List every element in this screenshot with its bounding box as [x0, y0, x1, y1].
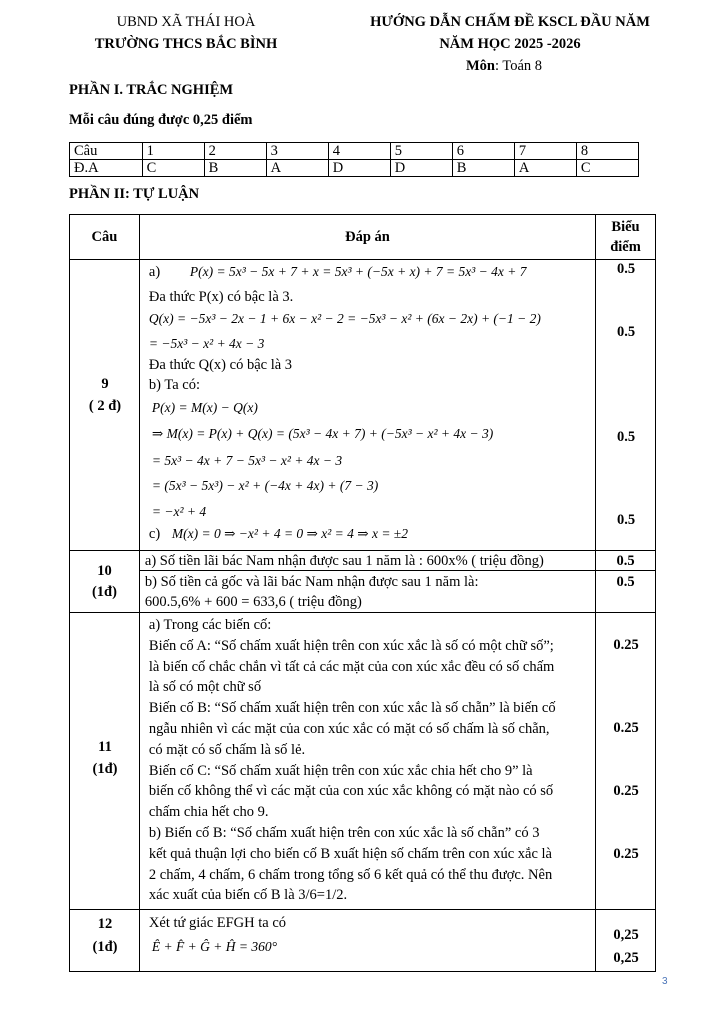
q9-q-degree: Đa thức Q(x) có bậc là 3	[148, 357, 293, 373]
q9-score-cell	[596, 260, 656, 551]
mc-answer: C	[576, 160, 638, 177]
q10-label-cell	[70, 551, 140, 613]
part1-title: PHẦN I. TRẮC NGHIỆM	[69, 82, 234, 98]
q11-line: Biến cố B: “Số chấm xuất hiện trên con xúc xắc là số chẵn” là biến cố	[148, 700, 556, 717]
school-name: TRƯỜNG THCS BẮC BÌNH	[94, 36, 278, 52]
essay-answer-table	[69, 214, 656, 972]
mc-question: 2	[204, 143, 266, 160]
col-header-diem-line1: Biểu	[611, 219, 640, 235]
q9-score: 0.5	[616, 324, 636, 340]
q11-label-cell	[70, 613, 140, 910]
doc-title: HƯỚNG DẪN CHẤM ĐỀ KSCL ĐẦU NĂM	[370, 14, 650, 30]
q9-b-equation-2: ⇒ M(x) = P(x) + Q(x) = (5x³ − 4x + 7) + (−5x³ − x² + 4x − 3)	[151, 426, 494, 441]
q10-number: 10	[97, 562, 112, 579]
mc-answer: A	[266, 160, 328, 177]
q9-b-equation-5: = −x² + 4	[151, 504, 207, 519]
school-district: UBND XÃ THÁI HOÀ	[116, 14, 256, 30]
q9-p-degree: Đa thức P(x) có bậc là 3.	[148, 289, 294, 305]
q9-score: 0.5	[616, 512, 636, 528]
q11-points: (1đ)	[92, 761, 118, 777]
q9-c-label: c)	[148, 526, 161, 542]
q10-b-text-1: b) Số tiền cả gốc và lãi bác Nam nhận được sau 1 năm là:	[144, 574, 479, 590]
q11-number: 11	[98, 739, 112, 755]
question-row-11	[70, 613, 656, 910]
subject-value: : Toán 8	[495, 58, 543, 74]
q11-line: biến cố không thể vì các mặt của con xúc xắc không có mặt nào có số	[148, 783, 554, 800]
mc-answer: D	[328, 160, 390, 177]
q9-score: 0.5	[616, 261, 636, 277]
subject-label: Môn	[466, 58, 495, 74]
q9-a-equation: P(x) = 5x³ − 5x + 7 + x = 5x³ + (−5x + x) + 7 = 5x³ − 4x + 7	[189, 264, 527, 279]
q12-number: 12	[97, 916, 113, 932]
q11-answer-cell	[139, 613, 595, 910]
q10-score: 0.5	[596, 551, 656, 571]
q9-b-equation-1: P(x) = M(x) − Q(x)	[151, 400, 258, 415]
mc-row-label: Đ.A	[70, 160, 143, 177]
q9-points: ( 2 đ)	[88, 398, 122, 414]
mc-question: 5	[390, 143, 452, 160]
question-row-9	[70, 260, 656, 551]
q11-score: 0.25	[613, 783, 639, 799]
header-row	[70, 215, 656, 260]
mc-question: 6	[452, 143, 514, 160]
q10-a-text: a) Số tiền lãi bác Nam nhận được sau 1 năm là : 600x% ( triệu đồng)	[144, 553, 544, 569]
q11-line: là số có một chữ số	[148, 679, 262, 696]
q11-line: b) Biến cố B: “Số chấm xuất hiện trên con xúc xắc là số chẵn” có 3	[148, 824, 540, 841]
q10-points: (1đ)	[91, 583, 117, 600]
q12-text: Xét tứ giác EFGH ta có	[148, 915, 287, 931]
mc-question: 8	[576, 143, 638, 160]
question-row-10a	[70, 551, 656, 571]
mc-answer: C	[142, 160, 204, 177]
q10-score: 0.5	[596, 571, 656, 613]
q11-line: Biến cố C: “Số chấm xuất hiện trên con xúc xắc chia hết cho 9” là	[148, 762, 533, 779]
part1-note: Mỗi câu đúng được 0,25 điểm	[69, 112, 253, 128]
q11-line: Biến cố A: “Số chấm xuất hiện trên con xúc xắc là số có một chữ số”;	[148, 637, 554, 654]
mc-answer-row	[70, 160, 639, 177]
q11-line: kết quả thuận lợi cho biến cố B xuất hiện số chấm trên con xúc xắc là	[148, 845, 552, 862]
q11-line: xác xuất của biến cố B là 3/6=1/2.	[148, 887, 348, 904]
mc-answer: B	[452, 160, 514, 177]
q12-equation: Ê + F̂ + Ĝ + Ĥ = 360°	[151, 939, 277, 954]
q12-points: (1đ)	[92, 939, 118, 955]
mc-question-row	[70, 143, 639, 160]
q11-line: ngẫu nhiên vì các mặt của con xúc xắc có mặt có số chấm là số chẵn,	[148, 720, 550, 737]
page-number: 3	[662, 976, 668, 987]
mc-answer: D	[390, 160, 452, 177]
mc-answer: A	[514, 160, 576, 177]
school-year: NĂM HỌC 2025 -2026	[439, 36, 581, 52]
q9-score: 0.5	[616, 429, 636, 445]
mc-row-label: Câu	[70, 143, 143, 160]
mc-question: 4	[328, 143, 390, 160]
question-row-10b	[70, 571, 656, 613]
q11-line: a) Trong các biến cố:	[148, 617, 272, 633]
q10-b-text-2: 600.5,6% + 600 = 633,6 ( triệu đồng)	[144, 594, 362, 610]
q9-q-equation-1: Q(x) = −5x³ − 2x − 1 + 6x − x² − 2 = −5x³ − x² + (6x − 2x) + (−1 − 2)	[148, 311, 541, 326]
mc-question: 7	[514, 143, 576, 160]
q12-score-cell	[596, 910, 656, 972]
q9-q-equation-2: = −5x³ − x² + 4x − 3	[148, 336, 265, 351]
q9-b-label: b) Ta có:	[148, 377, 200, 393]
col-header-dapan: Đáp án	[139, 215, 595, 260]
q9-c-equation: M(x) = 0 ⇒ −x² + 4 = 0 ⇒ x² = 4 ⇒ x = ±2	[171, 526, 408, 541]
q12-score: 0,25	[613, 927, 639, 943]
mc-answer-table	[69, 142, 639, 177]
q10-a-cell	[139, 551, 595, 571]
col-header-diem	[596, 215, 656, 260]
mc-question: 1	[142, 143, 204, 160]
q11-line: chấm chia hết cho 9.	[148, 804, 269, 821]
q11-score: 0.25	[613, 720, 639, 736]
q11-line: 2 chấm, 4 chấm, 6 chấm trong tổng số 6 kết quả có thể thu được. Nên	[148, 866, 553, 883]
col-header-diem-line2: điểm	[610, 239, 641, 255]
q10-b-cell	[139, 571, 595, 613]
q12-answer-cell	[139, 910, 595, 972]
q9-b-equation-4: = (5x³ − 5x³) − x² + (−4x + 4x) + (7 − 3)	[151, 478, 379, 493]
q12-label-cell	[70, 910, 140, 972]
q11-line: có mặt có số chấm là số lẻ.	[148, 741, 306, 758]
q11-score: 0.25	[613, 846, 639, 862]
mc-answer: B	[204, 160, 266, 177]
col-header-cau: Câu	[70, 215, 140, 260]
q9-label-cell	[70, 260, 140, 551]
q12-score: 0,25	[613, 950, 639, 966]
mc-question: 3	[266, 143, 328, 160]
q11-score: 0.25	[613, 637, 639, 653]
q9-answer-cell	[139, 260, 595, 551]
question-row-12	[70, 910, 656, 972]
part2-title: PHẦN II: TỰ LUẬN	[69, 186, 200, 202]
q11-score-cell	[596, 613, 656, 910]
q9-a-label: a)	[148, 264, 161, 280]
q11-text-block	[140, 613, 595, 906]
q11-line: là biến cố chắc chắn vì tất cả các mặt của con xúc xắc đều có số chấm	[148, 658, 555, 675]
q9-b-equation-3: = 5x³ − 4x + 7 − 5x³ − x² + 4x − 3	[151, 453, 343, 468]
subject-line	[466, 58, 542, 75]
q9-number: 9	[101, 376, 109, 392]
